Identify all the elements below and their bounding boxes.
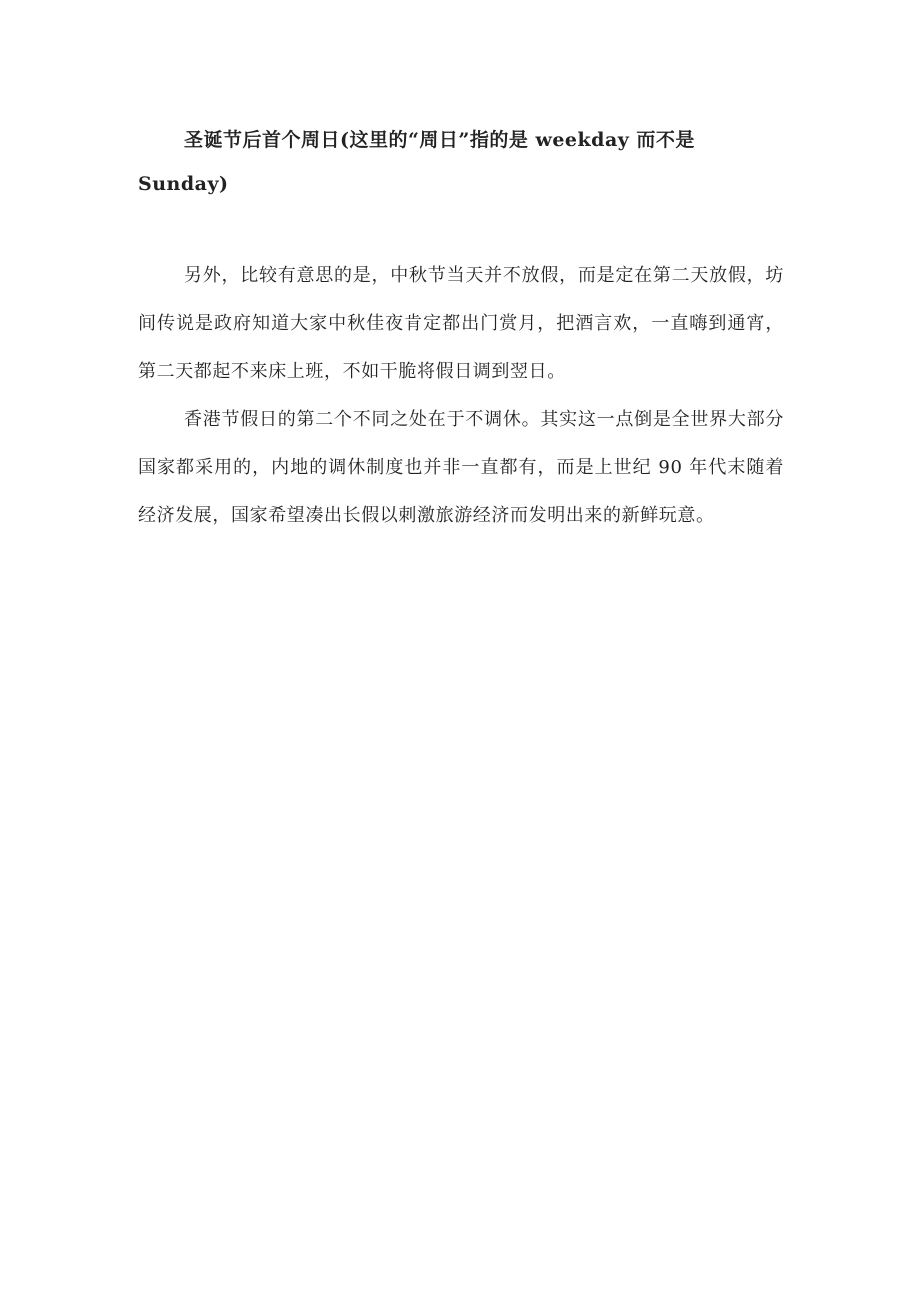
paragraph-mid-autumn: 另外，比较有意思的是，中秋节当天并不放假，而是定在第二天放假，坊间传说是政府知道大家中秋佳夜肯定都出门赏月，把酒言欢，一直嗨到通宵，第二天都起不来床上班，不如干脆将假日调到翌日。 bbox=[138, 265, 784, 382]
paragraph-no-adjusted-workdays: 香港节假日的第二个不同之处在于不调休。其实这一点倒是全世界大部分国家都采用的，内地的调休制度也并非一直都有，而是上世纪 90 年代末随着经济发展，国家希望凑出长假以刺激旅游经济而发明出来的新鲜玩意。 bbox=[138, 409, 784, 526]
document-body bbox=[138, 118, 784, 540]
section-heading: 圣诞节后首个周日(这里的“周日”指的是 weekday 而不是 Sunday) bbox=[138, 129, 695, 195]
